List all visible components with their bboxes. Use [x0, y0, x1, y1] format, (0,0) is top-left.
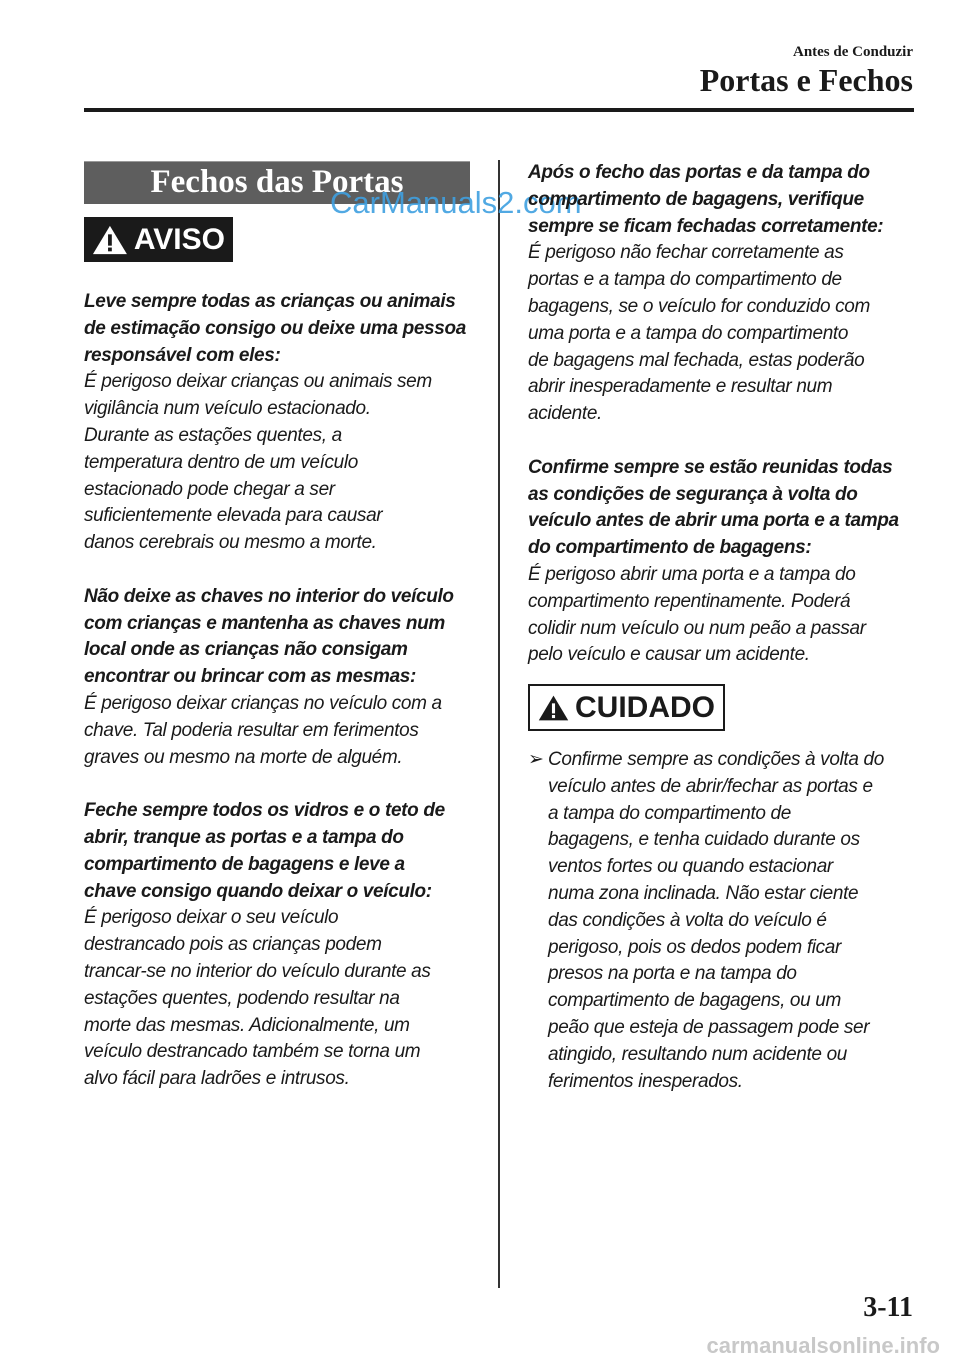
warning-icon [92, 224, 128, 256]
text-line: compartimento de bagagens e leve a [84, 853, 405, 875]
left-column [84, 289, 484, 1120]
text-line: abrir, tranque as portas e a tampa do [84, 826, 404, 848]
text-line: uma porta e a tampa do compartimento [528, 322, 849, 344]
text-line: encontrar ou brincar com as mesmas: [84, 666, 416, 688]
aviso-badge [84, 217, 233, 262]
text-line: ventos fortes ou quando estacionar [548, 856, 833, 878]
text-line: Feche sempre todos os vidros e o teto de [84, 800, 445, 822]
text-line: estações quentes, podendo resultar na [84, 987, 400, 1009]
text-line: responsável com eles: [84, 344, 281, 366]
text-line: suficientemente elevada para causar [84, 505, 383, 527]
text-line: morte das mesmas. Adicionalmente, um [84, 1014, 410, 1036]
text-line: presos na porta e na tampa do [548, 963, 797, 985]
text-line: bagagens, e tenha cuidado durante os [548, 829, 860, 851]
text-line: danos cerebrais ou mesmo a morte. [84, 532, 377, 554]
text-line: Confirme sempre as condições à volta do [548, 749, 884, 770]
text-line: Leve sempre todas as crianças ou animais [84, 291, 456, 312]
text-line: chave consigo quando deixar o veículo: [84, 880, 432, 902]
warning-icon [538, 691, 569, 725]
text-line: abrir inesperadamente e resultar num [528, 376, 833, 398]
text-line: do compartimento de bagagens: [528, 537, 812, 559]
text-line: peão que esteja de passagem pode ser [548, 1016, 870, 1038]
text-line: atingido, resultando num acidente ou [548, 1043, 848, 1065]
text-line: perigoso, pois os dedos podem ficar [548, 936, 841, 958]
text-line: É perigoso não fechar corretamente as [528, 242, 844, 264]
footer-watermark: carmanualsonline.info [706, 1333, 940, 1358]
text-line: compartimento de bagagens, ou um [548, 990, 841, 1012]
text-line: colidir num veículo ou num peão a passar [528, 617, 866, 639]
text-line: sempre se ficam fechadas corretamente: [528, 215, 884, 237]
text-line: É perigoso deixar crianças no veículo com a [84, 692, 442, 714]
text-line: as condições de segurança à volta do [528, 483, 858, 505]
cuidado-bullet [528, 747, 884, 1095]
text-line: portas e a tampa do compartimento de [528, 269, 842, 291]
text-line: numa zona inclinada. Não estar ciente [548, 882, 859, 904]
text-line: com crianças e mantenha as chaves num [84, 612, 445, 634]
text-line: É perigoso abrir uma porta e a tampa do [528, 563, 856, 585]
cuidado-label: CUIDADO [575, 690, 715, 724]
text-line: temperatura dentro de um veículo [84, 451, 358, 473]
text-line: das condições à volta do veículo é [548, 909, 827, 931]
text-line: compartimento repentinamente. Poderá [528, 590, 851, 612]
text-line: vigilância num veículo estacionado. [84, 398, 371, 420]
text-line: alvo fácil para ladrões e intrusos. [84, 1068, 350, 1090]
text-line: É perigoso deixar o seu veículo [84, 907, 339, 929]
text-line: ferimentos inesperados. [548, 1070, 743, 1092]
text-line: bagagens, se o veículo for conduzido com [528, 295, 870, 317]
header-rule [84, 108, 914, 112]
text-line: a tampa do compartimento de [548, 802, 791, 824]
text-line: destrancado pois as crianças podem [84, 934, 382, 956]
text-line: É perigoso deixar crianças ou animais sem [84, 371, 432, 393]
warning-paragraph [84, 584, 484, 772]
arrow-bullet-icon: ➢ [528, 749, 544, 770]
text-line: graves ou mesmo na morte de alguém. [84, 746, 403, 768]
text-line: veículo antes de abrir/fechar as portas e [548, 775, 873, 797]
warning-paragraph [528, 160, 928, 428]
text-line: chave. Tal poderia resultar em ferimentos [84, 719, 419, 741]
text-line: veículo antes de abrir uma porta e a tampa [528, 510, 899, 532]
warning-paragraph [528, 455, 928, 669]
text-line: de estimação consigo ou deixe uma pessoa [84, 317, 466, 339]
text-line: veículo destrancado também se torna um [84, 1041, 421, 1063]
page-title: Portas e Fechos [699, 62, 913, 98]
text-line: de bagagens mal fechada, estas poderão [528, 349, 865, 371]
warning-paragraph [84, 798, 484, 1093]
column-divider [498, 160, 500, 1288]
aviso-label: AVISO [133, 222, 225, 256]
text-line: Após o fecho das portas e da tampa do [528, 162, 870, 183]
right-column [528, 160, 928, 696]
text-line: trancar-se no interior do veículo durante as [84, 960, 431, 982]
text-line: compartimento de bagagens, verifique [528, 188, 864, 210]
text-line: estacionado pode chegar a ser [84, 478, 335, 500]
text-line: acidente. [528, 403, 602, 425]
text-line: Confirme sempre se estão reunidas todas [528, 456, 893, 478]
section-name: Antes de Conduzir [792, 44, 913, 60]
section-heading: Fechos das Portas [84, 161, 470, 204]
text-line: local onde as crianças não consigam [84, 639, 408, 661]
text-line: Durante as estações quentes, a [84, 424, 342, 446]
text-line: Não deixe as chaves no interior do veículo [84, 585, 454, 607]
cuidado-badge [528, 684, 725, 731]
page-number: 3-11 [863, 1292, 913, 1323]
watermark: CarManuals2.com [330, 185, 582, 220]
text-line: pelo veículo e causar um acidente. [528, 644, 810, 666]
warning-paragraph [84, 289, 484, 557]
